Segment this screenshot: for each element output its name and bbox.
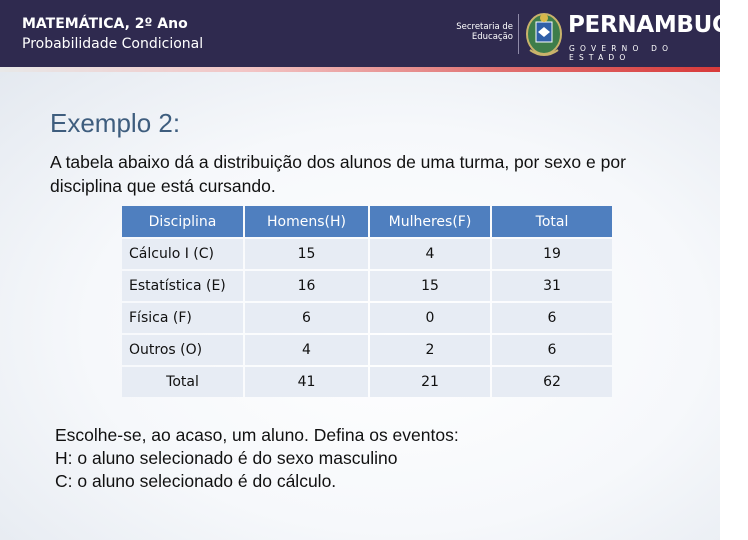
- table-row: [122, 239, 612, 269]
- header-cell: Mulheres(F): [370, 206, 490, 237]
- state-name: PERNAMBUCO: [568, 12, 748, 38]
- events-text: [55, 424, 459, 493]
- table-cell: 6: [492, 303, 612, 333]
- table-cell: 16: [245, 271, 368, 301]
- row-label: Cálculo I (C): [122, 239, 243, 269]
- table-cell: 2: [370, 335, 490, 365]
- table-cell: 62: [492, 367, 612, 397]
- coat-of-arms-icon: [524, 10, 564, 60]
- table-cell: 15: [370, 271, 490, 301]
- table-cell: 4: [245, 335, 368, 365]
- row-label: Física (F): [122, 303, 243, 333]
- table-cell: 0: [370, 303, 490, 333]
- header-cell: Homens(H): [245, 206, 368, 237]
- table-cell: 4: [370, 239, 490, 269]
- header-accent-line: [0, 67, 720, 72]
- secretaria-line2: Educação: [471, 32, 513, 42]
- course-label: MATEMÁTICA, 2º Ano: [22, 16, 188, 32]
- event-c: C: o aluno selecionado é do cálculo.: [55, 471, 337, 491]
- intro-text: A tabela abaixo dá a distribuição dos alunos de uma turma, por sexo e por disciplina que está cursando.: [50, 152, 626, 196]
- table-row: [122, 335, 612, 365]
- table-row: [122, 303, 612, 333]
- header-cell: Disciplina: [122, 206, 243, 237]
- row-label: Total: [122, 367, 243, 397]
- example-title: Exemplo 2:: [50, 108, 181, 138]
- state-subtitle: GOVERNO DO ESTADO: [569, 44, 674, 62]
- table-row: [122, 271, 612, 301]
- row-label: Estatística (E): [122, 271, 243, 301]
- event-h: H: o aluno selecionado é do sexo masculino: [55, 448, 398, 468]
- header-cell: Total: [492, 206, 612, 237]
- header-title: [22, 14, 203, 54]
- table-cell: 21: [370, 367, 490, 397]
- topic-label: Probabilidade Condicional: [22, 36, 204, 52]
- row-label: Outros (O): [122, 335, 243, 365]
- header-divider: [518, 14, 519, 54]
- table-cell: 6: [492, 335, 612, 365]
- table-cell: 31: [492, 271, 612, 301]
- table-cell: 41: [245, 367, 368, 397]
- secretaria-label: [455, 22, 513, 42]
- table-cell: 15: [245, 239, 368, 269]
- events-intro: Escolhe-se, ao acaso, um aluno. Defina os eventos:: [55, 425, 459, 445]
- header-bar: [0, 0, 748, 67]
- table-cell: 19: [492, 239, 612, 269]
- table-cell: 6: [245, 303, 368, 333]
- table-header-row: [122, 206, 612, 237]
- secretaria-line1: Secretaria de: [456, 22, 513, 32]
- distribution-table: [120, 204, 614, 399]
- table-total-row: [122, 367, 612, 397]
